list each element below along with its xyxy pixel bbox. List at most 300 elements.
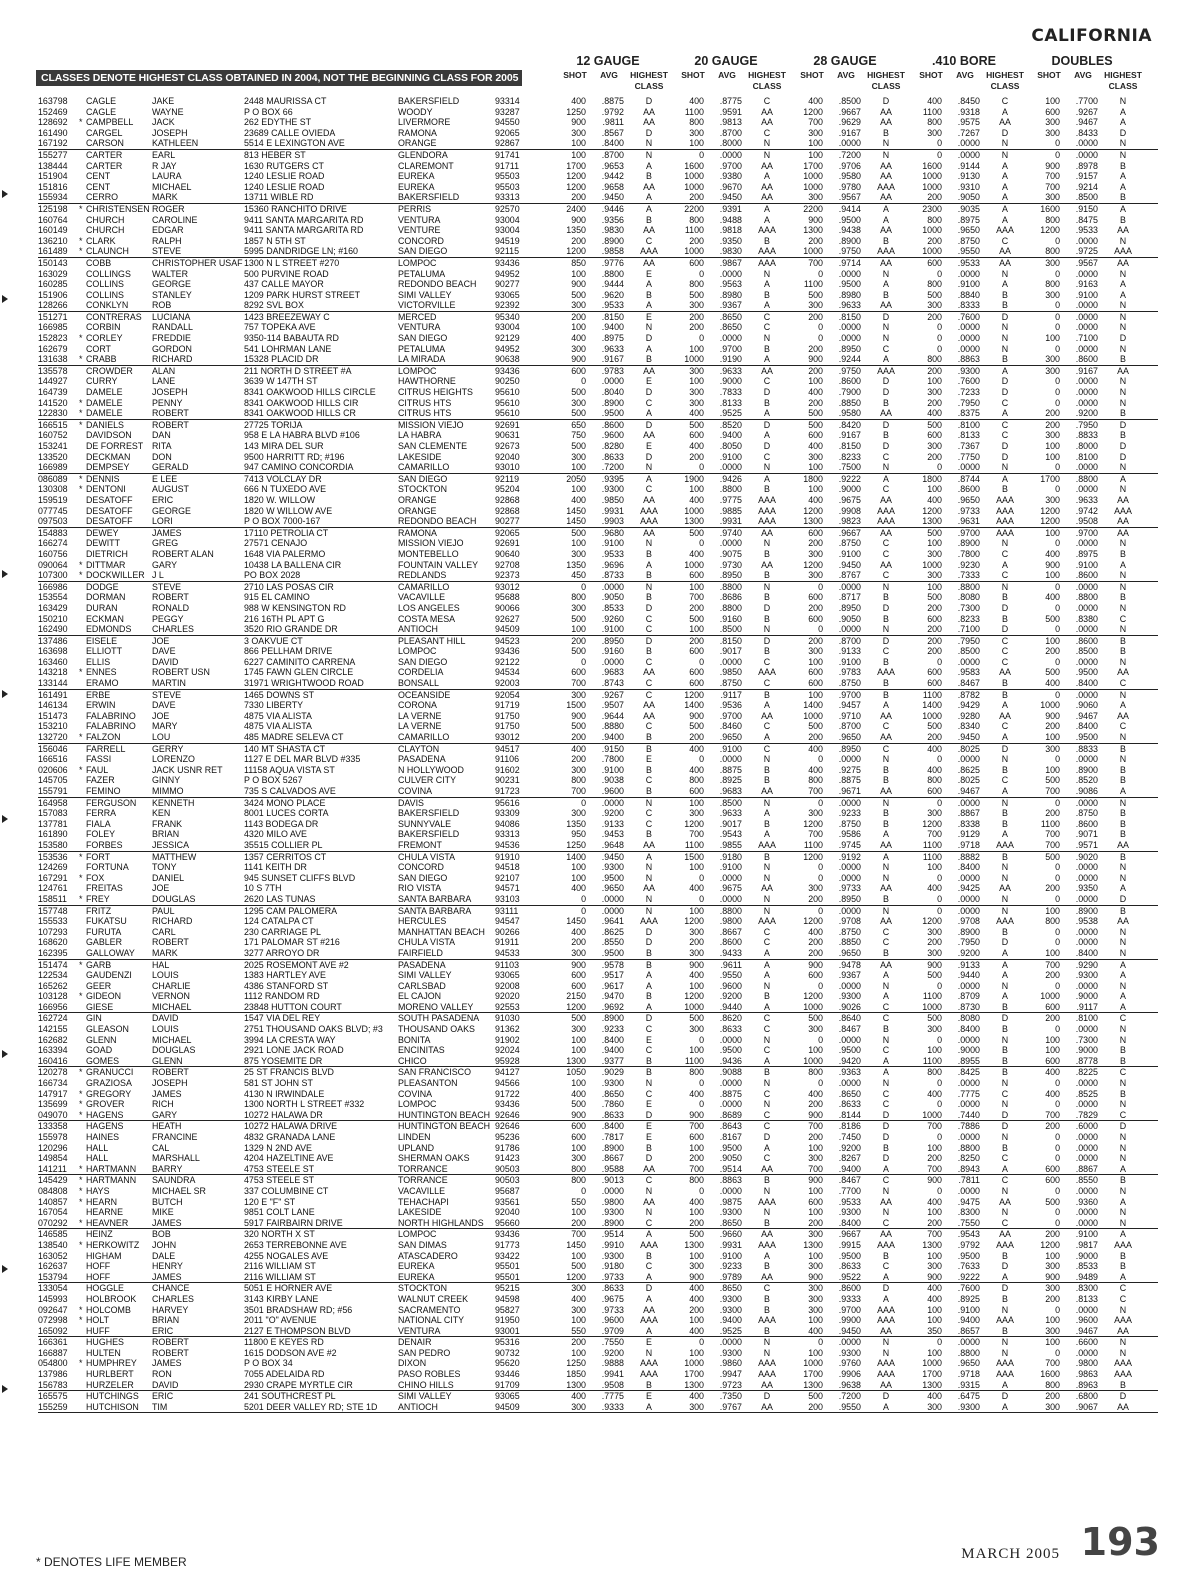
- doubles-class: N: [1119, 268, 1127, 279]
- 410-bore-avg: .7550: [957, 1217, 980, 1228]
- city: SAN CLEMENTE: [398, 441, 468, 451]
- member-id: 155533: [38, 916, 68, 927]
- 28-gauge-class: AA: [880, 559, 892, 570]
- issue-date: MARCH 2005: [961, 1546, 1060, 1562]
- last-name: CHRISTENSEN: [86, 203, 150, 214]
- member-id: 150143: [38, 257, 68, 268]
- shooter-row: [38, 1175, 1158, 1186]
- doubles-shot: 700: [1045, 839, 1060, 850]
- member-id: 166516: [38, 754, 68, 765]
- doubles-avg: .0000: [1075, 311, 1098, 322]
- 410-bore-shot: 0: [937, 1078, 942, 1089]
- street-address: 437 CALLE MAYOR: [244, 279, 324, 290]
- 410-bore-shot: 600: [927, 678, 942, 689]
- shooter-group: [38, 258, 1158, 312]
- shooter-row: [38, 1315, 1158, 1326]
- 28-gauge-class: AAA: [877, 1358, 895, 1369]
- doubles-class: A: [1120, 181, 1126, 192]
- doubles-avg: .9060: [1075, 700, 1098, 711]
- 410-bore-shot: 200: [927, 192, 942, 203]
- city: CLAREMONT: [398, 160, 454, 171]
- 410-bore-shot: 0: [937, 1034, 942, 1045]
- doubles-avg: .9071: [1075, 829, 1098, 840]
- 12-gauge-class: AA: [643, 106, 655, 117]
- doubles-avg: .9538: [1075, 916, 1098, 927]
- 410-bore-shot: 0: [937, 149, 942, 160]
- 12-gauge-shot: 0: [581, 376, 586, 387]
- 20-gauge-class: A: [764, 214, 770, 225]
- shooter-row: [38, 441, 1158, 452]
- 20-gauge-shot: 1100: [684, 106, 704, 117]
- member-id: 133054: [38, 1283, 68, 1294]
- member-id: 155277: [38, 149, 68, 160]
- 20-gauge-class: N: [763, 1337, 771, 1348]
- life-member-mark: *: [79, 1099, 83, 1110]
- member-id: 138540: [38, 1239, 68, 1250]
- zip-code: 93436: [495, 646, 520, 657]
- last-name: HEINZ: [86, 1229, 113, 1240]
- doubles-class: B: [1120, 548, 1126, 559]
- 12-gauge-avg: .9578: [601, 959, 624, 970]
- 28-gauge-shot: 1400: [803, 700, 823, 711]
- doubles-class: B: [1120, 192, 1126, 203]
- state-title: CALIFORNIA: [1031, 26, 1152, 46]
- 28-gauge-class: N: [882, 1034, 890, 1045]
- shooter-group: [38, 150, 1158, 204]
- 20-gauge-shot: 100: [689, 1347, 704, 1358]
- first-name: ROBERT: [152, 1067, 189, 1078]
- street-address: 500 PURVINE ROAD: [244, 268, 329, 279]
- 20-gauge-shot: 700: [689, 1163, 704, 1174]
- last-name: FOX: [86, 872, 105, 883]
- 20-gauge-avg: .9611: [720, 959, 742, 970]
- 28-gauge-class: AA: [880, 117, 892, 128]
- shooter-row: [38, 279, 1158, 290]
- 20-gauge-class: B: [764, 689, 770, 700]
- street-address: 27571 CENAJO: [244, 538, 308, 549]
- 410-bore-shot: 100: [927, 376, 942, 387]
- page-number: 193: [1080, 1520, 1160, 1564]
- 20-gauge-class: AAA: [758, 1196, 776, 1207]
- 12-gauge-avg: .9167: [601, 354, 624, 365]
- 12-gauge-class: D: [645, 127, 653, 138]
- last-name: FREITAS: [86, 883, 123, 894]
- 28-gauge-avg: .8267: [838, 1153, 861, 1164]
- 12-gauge-shot: 1050: [566, 1067, 586, 1078]
- doubles-shot: 600: [1045, 106, 1060, 117]
- doubles-avg: .0000: [1075, 893, 1098, 904]
- first-name: JOE: [152, 635, 170, 646]
- last-name: FERRA: [86, 808, 117, 819]
- life-member-mark: *: [79, 117, 83, 128]
- doubles-shot: 0: [1055, 872, 1060, 883]
- 28-gauge-avg: .9363: [838, 1067, 861, 1078]
- shooter-row: [38, 420, 1158, 431]
- 28-gauge-avg: .0000: [838, 1337, 861, 1348]
- doubles-class: D: [1119, 893, 1127, 904]
- 20-gauge-class: A: [764, 171, 770, 182]
- doubles-avg: .8100: [1075, 451, 1098, 462]
- 12-gauge-class: N: [645, 1078, 653, 1089]
- 20-gauge-shot: 600: [689, 667, 704, 678]
- 12-gauge-avg: .7200: [601, 462, 624, 473]
- life-member-mark: *: [79, 959, 83, 970]
- doubles-avg: .9863: [1075, 1369, 1098, 1380]
- doubles-shot: 800: [1045, 279, 1060, 290]
- zip-code: 91750: [495, 710, 520, 721]
- 410-bore-avg: .0000: [957, 322, 980, 333]
- 28-gauge-class: C: [882, 548, 890, 559]
- doubles-class: B: [1120, 1175, 1126, 1186]
- 410-bore-avg: .9467: [957, 786, 980, 796]
- first-name: ERIC: [152, 494, 174, 505]
- 28-gauge-class: B: [883, 1250, 889, 1261]
- zip-code: 93422: [495, 1250, 520, 1261]
- doubles-class: N: [1119, 1337, 1127, 1348]
- 28-gauge-class: A: [883, 970, 889, 981]
- city: SAN DIEGO: [398, 246, 448, 257]
- 12-gauge-class: B: [646, 947, 652, 958]
- first-name: STEVE: [152, 246, 182, 257]
- member-id: 122830: [38, 408, 68, 419]
- doubles-shot: 1600: [1040, 203, 1060, 214]
- 12-gauge-avg: .9600: [601, 430, 624, 441]
- first-name: AUGUST: [152, 484, 189, 495]
- city: MANHATTAN BEACH: [398, 926, 485, 937]
- 410-bore-class: C: [1001, 96, 1009, 106]
- last-name: CORLEY: [86, 333, 123, 344]
- 410-bore-class: N: [1001, 138, 1009, 149]
- doubles-class: A: [1120, 473, 1126, 484]
- 28-gauge-shot: 100: [808, 376, 823, 387]
- 28-gauge-avg: .9400: [838, 1163, 861, 1174]
- shooter-row: [38, 1164, 1158, 1175]
- doubles-avg: .0000: [1075, 1099, 1098, 1110]
- member-id: 157083: [38, 808, 68, 819]
- shooter-row: [38, 690, 1158, 701]
- doubles-class: B: [1120, 160, 1126, 171]
- 410-bore-class: A: [1002, 959, 1008, 970]
- last-name: COLLINS: [86, 289, 124, 300]
- 410-bore-shot: 100: [927, 1304, 942, 1315]
- doubles-shot: 0: [1055, 376, 1060, 387]
- shooter-group: [38, 852, 1158, 906]
- first-name: RITA: [152, 441, 172, 451]
- street-address: 10438 LA BALLENA CIR: [244, 559, 342, 570]
- shot-col-header: SHOT: [681, 70, 705, 80]
- 20-gauge-shot: 100: [689, 1207, 704, 1218]
- shooter-row: [38, 128, 1158, 139]
- last-name: CORBIN: [86, 322, 121, 333]
- 12-gauge-shot: 300: [571, 1283, 586, 1294]
- 410-bore-class: C: [1001, 397, 1009, 408]
- shooter-row: [38, 138, 1158, 149]
- 410-bore-avg: .8450: [957, 96, 980, 106]
- first-name: RON: [152, 1369, 172, 1380]
- margin-bullet: [2, 570, 8, 578]
- 28-gauge-class: B: [883, 818, 889, 829]
- doubles-class: N: [1119, 462, 1127, 473]
- doubles-class: B: [1120, 1261, 1126, 1272]
- 28-gauge-avg: .9244: [838, 354, 861, 365]
- 28-gauge-avg: .7200: [838, 1391, 861, 1402]
- last-name: ERWIN: [86, 700, 116, 711]
- member-id: 153241: [38, 441, 68, 451]
- 20-gauge-class: AA: [761, 786, 773, 796]
- life-member-mark: *: [79, 1217, 83, 1228]
- 20-gauge-shot: 0: [699, 893, 704, 904]
- member-id: 161489: [38, 246, 68, 257]
- zip-code: 91741: [495, 149, 520, 160]
- shooter-row: [38, 1326, 1158, 1337]
- doubles-class: C: [1119, 613, 1127, 624]
- 12-gauge-shot: 100: [571, 1315, 586, 1326]
- doubles-class: D: [1119, 419, 1127, 430]
- 28-gauge-shot: 800: [808, 1067, 823, 1078]
- 410-bore-avg: .7333: [957, 570, 980, 581]
- 12-gauge-shot: 0: [581, 656, 586, 667]
- doubles-shot: 500: [1045, 613, 1060, 624]
- doubles-class: D: [1119, 333, 1127, 344]
- first-name: GERRY: [152, 743, 184, 754]
- zip-code: 90231: [495, 775, 520, 786]
- shooter-row: [38, 215, 1158, 226]
- 410-bore-class: AAA: [996, 1315, 1014, 1326]
- first-name: HARVEY: [152, 1304, 189, 1315]
- 12-gauge-shot: 1300: [566, 1379, 586, 1390]
- 20-gauge-shot: 100: [689, 862, 704, 873]
- city: MISSION VIEJO: [398, 538, 464, 549]
- member-id: 146134: [38, 700, 68, 711]
- 410-bore-class: C: [1001, 1153, 1009, 1164]
- last-name: HUGHES: [86, 1337, 124, 1348]
- shooter-row: [38, 333, 1158, 344]
- first-name: E LEE: [152, 473, 178, 484]
- 12-gauge-shot: 600: [571, 1132, 586, 1142]
- 28-gauge-shot: 300: [808, 1283, 823, 1294]
- doubles-class: A: [1120, 289, 1126, 300]
- life-member-mark: *: [79, 1175, 83, 1186]
- doubles-shot: 100: [1045, 635, 1060, 646]
- 20-gauge-avg: .9190: [719, 354, 742, 365]
- 12-gauge-avg: .7550: [601, 1337, 624, 1348]
- 20-gauge-class: C: [763, 721, 771, 732]
- 20-gauge-shot: 100: [689, 1142, 704, 1153]
- 410-bore-shot: 0: [937, 893, 942, 904]
- zip-code: 92107: [495, 872, 520, 883]
- first-name: FRANCINE: [152, 1132, 198, 1142]
- 12-gauge-avg: .9800: [601, 1196, 624, 1207]
- city: CHINO HILLS: [398, 1379, 454, 1390]
- 12-gauge-class: AA: [643, 225, 655, 236]
- first-name: RONALD: [152, 602, 189, 613]
- 410-bore-class: N: [1001, 872, 1009, 883]
- street-address: 7055 ADELAIDA RD: [244, 1369, 325, 1380]
- 410-bore-class: A: [1002, 160, 1008, 171]
- 20-gauge-shot: 500: [689, 527, 704, 538]
- 410-bore-avg: .0000: [957, 980, 980, 991]
- member-id: 154883: [38, 527, 68, 538]
- last-name: HARTMANN: [86, 1175, 137, 1186]
- 20-gauge-shot: 100: [689, 624, 704, 635]
- 20-gauge-class: C: [763, 1045, 771, 1056]
- 20-gauge-class: AAA: [758, 839, 776, 850]
- 20-gauge-avg: .0000: [719, 1185, 742, 1196]
- 28-gauge-class: N: [882, 754, 890, 765]
- 12-gauge-shot: 850: [571, 257, 586, 268]
- 28-gauge-class: B: [883, 678, 889, 689]
- city: VICTORVILLE: [398, 300, 456, 311]
- city: MONTEBELLO: [398, 548, 459, 559]
- 410-bore-avg: .0000: [957, 1185, 980, 1196]
- member-id: 137486: [38, 635, 68, 646]
- doubles-class: A: [1120, 171, 1126, 182]
- 410-bore-avg: .8975: [957, 214, 980, 225]
- zip-code: 95501: [495, 1271, 520, 1282]
- zip-code: 91722: [495, 1088, 520, 1099]
- 20-gauge-shot: 100: [689, 484, 704, 495]
- 28-gauge-class: AA: [880, 300, 892, 311]
- 20-gauge-class: AAA: [758, 516, 776, 527]
- doubles-avg: .0000: [1075, 1153, 1098, 1164]
- 12-gauge-avg: .8743: [601, 678, 624, 689]
- 20-gauge-shot: 100: [689, 905, 704, 916]
- 28-gauge-class: B: [883, 775, 889, 786]
- 28-gauge-shot: 400: [808, 1088, 823, 1099]
- first-name: MATTHEW: [152, 851, 197, 862]
- 28-gauge-avg: .8640: [838, 1013, 861, 1024]
- doubles-class: A: [1120, 959, 1126, 970]
- 20-gauge-avg: .0000: [719, 1099, 742, 1110]
- first-name: TIM: [152, 1401, 168, 1412]
- zip-code: 92065: [495, 127, 520, 138]
- street-address: 541 LOHRMAN LANE: [244, 343, 332, 354]
- last-name: FIALA: [86, 818, 111, 829]
- last-name: HAYS: [86, 1185, 110, 1196]
- doubles-class: AA: [1117, 667, 1129, 678]
- 410-bore-class: AA: [999, 710, 1011, 721]
- shooter-row: [38, 852, 1158, 863]
- 410-bore-class: B: [1002, 484, 1008, 495]
- 12-gauge-avg: .9650: [601, 883, 624, 894]
- first-name: MIKE: [152, 1207, 174, 1218]
- last-name: DITTMAR: [86, 559, 126, 570]
- doubles-avg: .9567: [1075, 257, 1098, 268]
- zip-code: 92373: [495, 570, 520, 581]
- 20-gauge-class: N: [763, 1034, 771, 1045]
- 12-gauge-shot: 100: [571, 484, 586, 495]
- city: LOS ANGELES: [398, 602, 460, 613]
- 410-bore-avg: .7800: [957, 548, 980, 559]
- 28-gauge-avg: .8717: [838, 592, 861, 603]
- 28-gauge-shot: 300: [808, 1024, 823, 1035]
- 410-bore-avg: .0000: [957, 268, 980, 279]
- 12-gauge-shot: 400: [571, 1088, 586, 1099]
- city: LAKESIDE: [398, 1207, 442, 1218]
- 410-bore-shot: 1100: [922, 1055, 942, 1066]
- 28-gauge-shot: 300: [808, 1261, 823, 1272]
- 28-gauge-avg: .9733: [838, 883, 861, 894]
- 20-gauge-shot: 200: [689, 451, 704, 462]
- 20-gauge-class: B: [764, 775, 770, 786]
- life-member-mark: *: [79, 235, 83, 246]
- 12-gauge-shot: 1350: [566, 225, 586, 236]
- 12-gauge-class: D: [645, 333, 653, 344]
- doubles-avg: .0000: [1075, 1217, 1098, 1228]
- last-name: GEER: [86, 980, 112, 991]
- 20-gauge-class: D: [763, 387, 771, 398]
- 20-gauge-avg: .0000: [719, 149, 742, 160]
- 20-gauge-shot: 1300: [684, 1239, 704, 1250]
- 410-bore-shot: 800: [927, 279, 942, 290]
- first-name: DOUGLAS: [152, 893, 196, 904]
- member-id: 151474: [38, 959, 68, 970]
- doubles-shot: 100: [1045, 441, 1060, 451]
- 410-bore-shot: 1100: [922, 106, 942, 117]
- 20-gauge-class: AAA: [758, 1358, 776, 1369]
- 28-gauge-avg: .0000: [838, 322, 861, 333]
- 20-gauge-class: B: [764, 1217, 770, 1228]
- zip-code: 91103: [495, 959, 520, 970]
- member-id: 136210: [38, 235, 68, 246]
- 20-gauge-avg: .9800: [719, 916, 742, 927]
- doubles-avg: .0000: [1075, 872, 1098, 883]
- 28-gauge-avg: .9500: [838, 1250, 861, 1261]
- doubles-shot: 300: [1045, 494, 1060, 505]
- shooter-row: [38, 1305, 1158, 1316]
- 410-bore-class: A: [1002, 192, 1008, 203]
- last-name: DOCKWILLER: [86, 570, 145, 581]
- 28-gauge-shot: 500: [808, 721, 823, 732]
- doubles-shot: 300: [1045, 1325, 1060, 1336]
- 12-gauge-avg: .8900: [601, 397, 624, 408]
- 20-gauge-avg: .8875: [719, 1088, 742, 1099]
- city: OCEANSIDE: [398, 689, 451, 700]
- 12-gauge-avg: .8633: [601, 451, 624, 462]
- 28-gauge-class: C: [882, 937, 890, 948]
- 12-gauge-class: B: [646, 991, 652, 1002]
- zip-code: 92054: [495, 689, 520, 700]
- 20-gauge-class: A: [764, 430, 770, 441]
- 12-gauge-shot: 900: [571, 959, 586, 970]
- first-name: VERNON: [152, 991, 190, 1002]
- first-name: FRANK: [152, 818, 183, 829]
- doubles-class: D: [1119, 1121, 1127, 1132]
- member-id: 161490: [38, 127, 68, 138]
- street-address: 15328 PLACID DR: [244, 354, 319, 365]
- 28-gauge-avg: .9700: [838, 689, 861, 700]
- member-id: 135699: [38, 1099, 68, 1110]
- 20-gauge-avg: .9947: [719, 1369, 742, 1380]
- city: SIMI VALLEY: [398, 289, 452, 300]
- street-address: 9851 COLT LANE: [244, 1207, 315, 1218]
- first-name: PAUL: [152, 905, 175, 916]
- city: SAN FRANCISCO: [398, 1067, 471, 1078]
- 12-gauge-class: D: [645, 96, 653, 106]
- 410-bore-class: C: [1001, 1217, 1009, 1228]
- 20-gauge-shot: 900: [689, 1109, 704, 1120]
- doubles-avg: .0000: [1075, 1347, 1098, 1358]
- first-name: CAROLINE: [152, 214, 198, 225]
- 28-gauge-shot: 1100: [803, 279, 823, 290]
- city: LINDEN: [398, 1132, 431, 1142]
- 28-gauge-class: AA: [880, 786, 892, 796]
- street-address: 4255 NOGALES AVE: [244, 1250, 329, 1261]
- 410-bore-avg: .8867: [957, 808, 980, 819]
- 410-bore-shot: 400: [927, 1196, 942, 1207]
- 28-gauge-shot: 300: [808, 808, 823, 819]
- 28-gauge-shot: 200: [808, 235, 823, 246]
